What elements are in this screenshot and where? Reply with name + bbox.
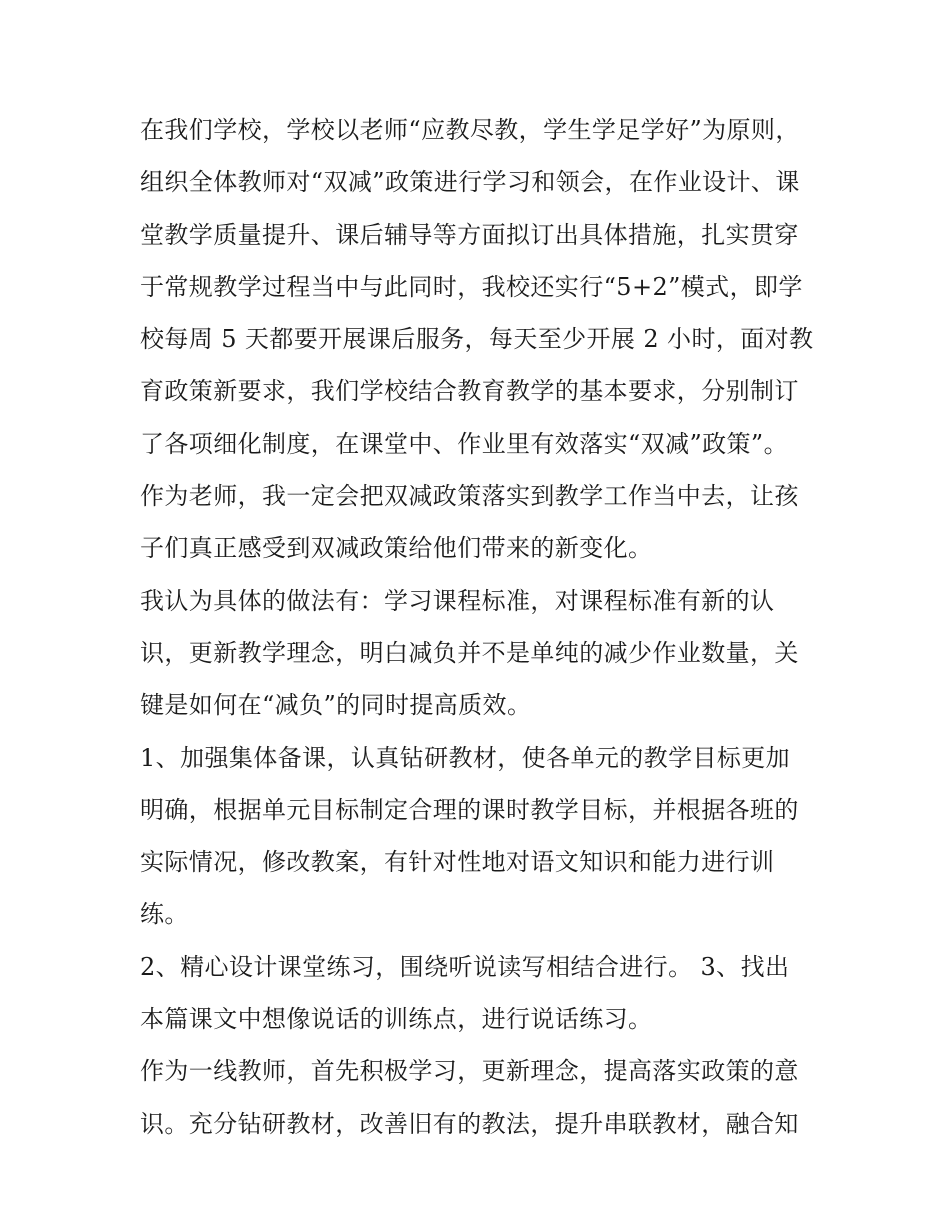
text-line: 键是如何在“减负”的同时提高质效。: [140, 691, 532, 720]
text-line: 在我们学校，学校以老师“应教尽教，学生学足学好”为原则，: [140, 116, 800, 144]
text-line: 作为一线教师，首先积极学习，更新理念，提高落实政策的意: [140, 1057, 799, 1086]
text-line: 了各项细化制度，在课堂中、作业里有效落实“双减”政策”。: [140, 429, 789, 458]
text-line: 组织全体教师对“双减”政策进行学习和领会，在作业设计、课: [140, 168, 800, 197]
text-line: 1、加强集体备课，认真钻研教材，使各单元的教学目标更加: [140, 743, 791, 772]
text-line: 明确，根据单元目标制定合理的课时教学目标，并根据各班的: [140, 795, 799, 824]
text-line: 识，更新教学理念，明白减负并不是单纯的减少作业数量，关: [140, 638, 799, 667]
text-line: 实际情况，修改教案，有针对性地对语文知识和能力进行训: [140, 848, 775, 877]
text-line: 我认为具体的做法有：学习课程标准，对课程标准有新的认: [140, 586, 775, 615]
text-line: 校每周 5 天都要开展课后服务，每天至少开展 2 小时，面对教: [140, 325, 814, 354]
text-line: 于常规教学过程当中与此同时，我校还实行“5+2”模式，即学: [140, 272, 803, 301]
text-line: 堂教学质量提升、课后辅导等方面拟订出具体措施，扎实贯穿: [140, 220, 799, 249]
text-line: 练。: [140, 900, 189, 929]
text-line: 作为老师，我一定会把双减政策落实到教学工作当中去，让孩: [140, 482, 799, 511]
text-line: 子们真正感受到双减政策给他们带来的新变化。: [140, 534, 653, 563]
text-line: 育政策新要求，我们学校结合教育教学的基本要求，分别制订: [140, 377, 799, 406]
document-body: [140, 104, 820, 1150]
text-line: 识。充分钻研教材，改善旧有的教法，提升串联教材，融合知: [140, 1109, 799, 1138]
text-line: 本篇课文中想像说话的训练点，进行说话练习。: [140, 1005, 653, 1034]
text-line: 2、精心设计课堂练习，围绕听说读写相结合进行。 3、找出: [140, 952, 790, 981]
